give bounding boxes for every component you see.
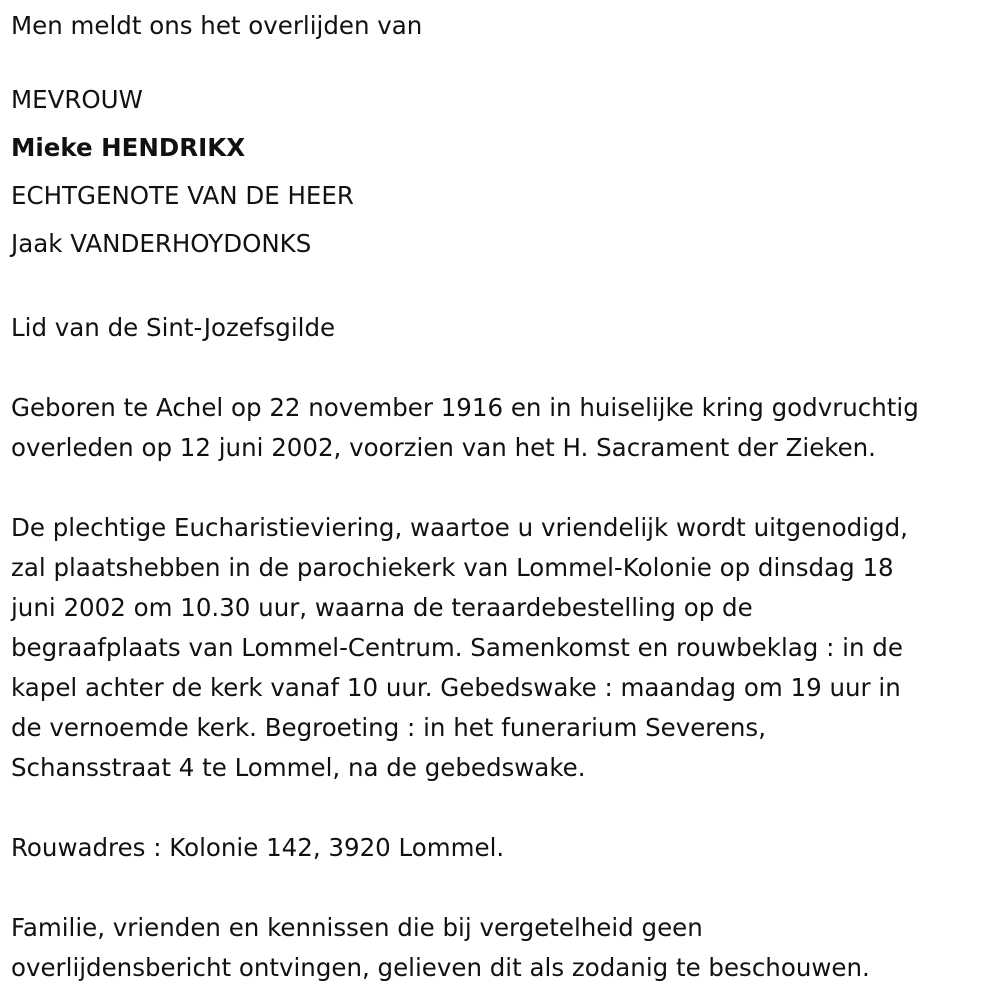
spacer: [11, 468, 991, 508]
birth-death-paragraph: [11, 388, 991, 468]
ceremony-paragraph: [11, 508, 991, 788]
spacer: [11, 868, 991, 908]
title-line: MEVROUW: [11, 85, 143, 114]
relation-line: ECHTGENOTE VAN DE HEER: [11, 181, 354, 210]
paragraph-line: kapel achter de kerk vanaf 10 uur. Gebedswake : maandag om 19 uur in: [11, 673, 901, 702]
spacer: [11, 348, 991, 388]
paragraph-line: overleden op 12 juni 2002, voorzien van het H. Sacrament der Zieken.: [11, 433, 876, 462]
name-block: [11, 76, 991, 268]
spacer: [11, 788, 991, 828]
paragraph-line: De plechtige Eucharistieviering, waartoe u vriendelijk wordt uitgenodigd,: [11, 513, 908, 542]
mourning-address: Rouwadres : Kolonie 142, 3920 Lommel.: [11, 833, 505, 862]
intro-text: Men meldt ons het overlijden van: [11, 11, 423, 40]
closing-paragraph: [11, 908, 991, 988]
paragraph-line: zal plaatshebben in de parochiekerk van Lommel-Kolonie op dinsdag 18: [11, 553, 894, 582]
paragraph-line: de vernoemde kerk. Begroeting : in het funerarium Severens,: [11, 713, 766, 742]
spacer: [11, 268, 991, 308]
deceased-name: Mieke HENDRIKX: [11, 133, 246, 162]
paragraph-line: Schansstraat 4 te Lommel, na de gebedswake.: [11, 753, 586, 782]
paragraph-line: juni 2002 om 10.30 uur, waarna de teraardebestelling op de: [11, 593, 753, 622]
paragraph-line: begraafplaats van Lommel-Centrum. Samenkomst en rouwbeklag : in de: [11, 633, 903, 662]
paragraph-line: Familie, vrienden en kennissen die bij vergetelheid geen: [11, 913, 703, 942]
membership-line: Lid van de Sint-Jozefsgilde: [11, 313, 336, 342]
paragraph-line: overlijdensbericht ontvingen, gelieven dit als zodanig te beschouwen.: [11, 953, 870, 982]
paragraph-line: Geboren te Achel op 22 november 1916 en in huiselijke kring godvruchtig: [11, 393, 919, 422]
obituary-notice: [11, 0, 991, 988]
spouse-name: Jaak VANDERHOYDONKS: [11, 229, 312, 258]
